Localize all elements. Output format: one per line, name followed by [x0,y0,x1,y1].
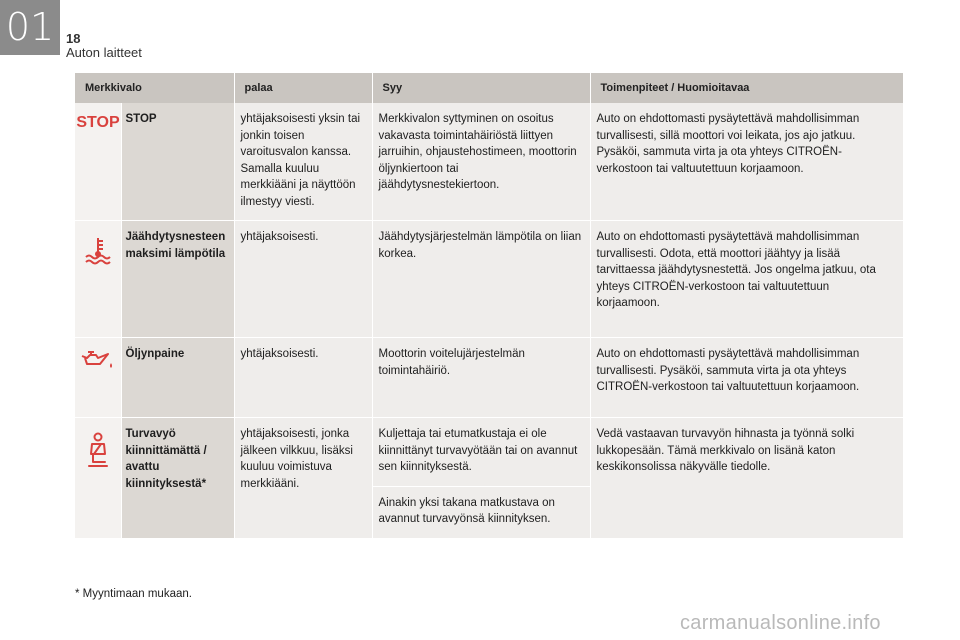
section-title: Auton laitteet [66,45,142,60]
page-number: 18 [66,31,81,46]
header-warning-light: Merkkivalo [75,73,234,103]
table-header-row [75,73,903,103]
action-text: Auto on ehdottomasti pysäytettävä mahdollisimman turvallisesti, sillä moottori voi leikata, jos ajo jatkuu. Pysäköi, sammuta virta ja ota yhteys CITROËN-verkostoon tai valtuutettuun korjaamoon. [590,103,903,221]
icon-cell [75,338,121,418]
warning-lights-table [75,73,904,539]
warning-name: STOP [121,103,234,221]
stop-icon [76,111,120,131]
action-text: Auto on ehdottomasti pysäytettävä mahdollisimman turvallisesti. Pysäköi, sammuta virta ja ota yhteys CITROËN-verkostoon tai valtuutettuun korjaamoon. [590,338,903,418]
lights-up-text: yhtäjaksoisesti, jonka jälkeen vilkkuu, lisäksi kuuluu voimistuva merkkiääni. [234,418,372,539]
table-row [75,103,903,221]
seatbelt-icon [85,432,111,468]
oil-pressure-icon [80,350,116,370]
lights-up-text: yhtäjaksoisesti. [234,338,372,418]
svg-text:STOP: STOP [76,114,120,131]
warning-name: Turvavyö kiinnittämättä / avattu kiinnityksestä* [121,418,234,539]
cause-text: Jäähdytysjärjestelmän lämpötila on liian korkea. [372,221,590,338]
icon-cell [75,221,121,338]
watermark: carmanualsonline.info [680,612,881,634]
warning-name: Öljynpaine [121,338,234,418]
action-text: Auto on ehdottomasti pysäytettävä mahdollisimman turvallisesti. Odota, että moottori jäähtyy ja lisää tarvittaessa jäähdytysnestettä. Jos ongelma jatkuu, ota yhteys CITROËN-verkostoon tai valtuutettuun korjaamoon. [590,221,903,338]
chapter-number: 01 [0,0,60,55]
lights-up-text: yhtäjaksoisesti yksin tai jonkin toisen varoitusvalon kanssa. Samalla kuuluu merkkiääni ja näyttöön ilmestyy viesti. [234,103,372,221]
action-text: Vedä vastaavan turvavyön hihnasta ja työnnä solki lukkopesään. Tämä merkkivalo on lisänä katon keskikonsolissa näkyvälle tiedolle. [590,418,903,539]
table-row [75,221,903,338]
coolant-temperature-icon [83,235,113,265]
header-cause: Syy [372,73,590,103]
table-row [75,338,903,418]
footnote: * Myyntimaan mukaan. [75,588,192,600]
table-row [75,418,903,487]
header-lights-up: palaa [234,73,372,103]
cause-text: Merkkivalon syttyminen on osoitus vakavasta toimintahäiriöstä liittyen jarruihin, ohjaustehostimeen, moottorin öljynkiertoon tai jäähdytysnestekiertoon. [372,103,590,221]
warning-name: Jäähdytysnesteen maksimi lämpötila [121,221,234,338]
icon-cell [75,418,121,539]
header-action: Toimenpiteet / Huomioitavaa [590,73,903,103]
cause-text: Kuljettaja tai etumatkustaja ei ole kiinnittänyt turvavyötään tai on avannut sen kiinnityksestä. [372,418,590,487]
lights-up-text: yhtäjaksoisesti. [234,221,372,338]
cause-text: Moottorin voitelujärjestelmän toimintahäiriö. [372,338,590,418]
cause-text: Ainakin yksi takana matkustava on avannut turvavyönsä kiinnityksen. [372,486,590,538]
icon-cell [75,103,121,221]
